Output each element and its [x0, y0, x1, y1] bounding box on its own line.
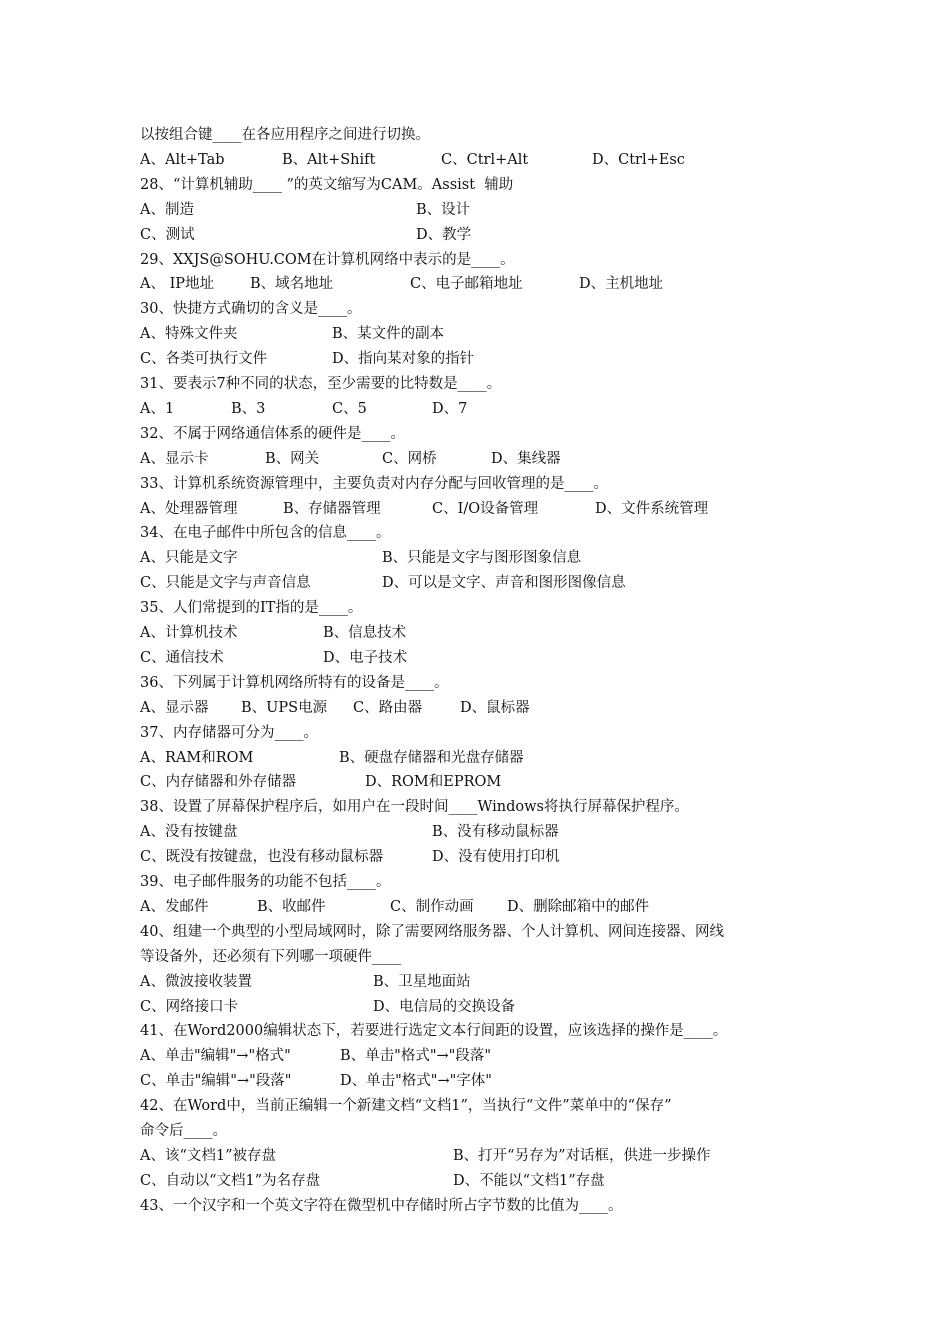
option-text: D、Ctrl+Esc [592, 151, 685, 168]
option-text: D、可以是文字、声音和图形图像信息 [382, 575, 626, 592]
option-text: B、卫星地面站 [373, 973, 471, 990]
option-text: B、单击"格式"→"段落" [340, 1048, 491, 1065]
question-text: 38、设置了屏幕保护程序后，如用户在一段时间____Windows将执行屏幕保护程序。 [140, 799, 689, 816]
option-text: C、通信技术 [140, 649, 224, 666]
question-text: 43、一个汉字和一个英文字符在微型机中存储时所占字节数的比值为____。 [140, 1197, 623, 1214]
question-text: 34、在电子邮件中所包含的信息____。 [140, 525, 391, 542]
option-text: B、存储器管理 [283, 500, 381, 517]
question-text: 28、“计算机辅助____ ”的英文缩写为CAM。Assist 辅助 [140, 176, 514, 193]
option-text: B、信息技术 [323, 625, 407, 641]
option-text: C、单击"编辑"→"段落" [140, 1073, 292, 1090]
option-text: D、7 [432, 400, 468, 417]
option-text: D、电子技术 [323, 649, 408, 666]
option-text: C、既没有按键盘，也没有移动鼠标器 [140, 849, 384, 866]
option-text: D、电信局的交换设备 [373, 998, 516, 1015]
option-text: D、指向某对象的指针 [332, 351, 475, 368]
question-text: 36、下列属于计算机网络所特有的设备是____。 [140, 674, 449, 691]
option-text: A、Alt+Tab [140, 151, 225, 168]
option-text: B、只能是文字与图形图象信息 [382, 550, 582, 567]
question-text: 31、要表示7种不同的状态，至少需要的比特数是____。 [140, 376, 502, 392]
option-text: C、Ctrl+Alt [441, 151, 529, 168]
option-text: C、自动以“文档1”为名存盘 [140, 1172, 321, 1189]
question-text: 29、XXJS@SOHU.COM在计算机网络中表示的是____。 [140, 251, 515, 268]
option-text: B、设计 [416, 201, 471, 218]
option-text: D、删除邮箱中的邮件 [507, 898, 650, 915]
question-text: 等设备外，还必须有下列哪一项硬件____ [140, 948, 401, 965]
option-text: D、主机地址 [579, 276, 664, 293]
question-text: 32、不属于网络通信体系的硬件是____。 [140, 425, 405, 442]
option-text: B、UPS电源 [241, 699, 328, 716]
option-text: D、集线器 [491, 450, 561, 467]
option-text: D、鼠标器 [460, 699, 530, 716]
option-text: B、硬盘存储器和光盘存储器 [339, 749, 524, 766]
option-text: B、某文件的副本 [332, 326, 445, 343]
option-text: A、1 [140, 400, 175, 417]
question-text: 30、快捷方式确切的含义是____。 [140, 301, 362, 318]
option-text: C、制作动画 [390, 898, 474, 915]
question-text: 42、在Word中，当前正编辑一个新建文档“文档1”，当执行“文件”菜单中的“保存” [140, 1098, 672, 1115]
option-text: B、没有移动鼠标器 [432, 824, 559, 841]
option-text: C、路由器 [353, 699, 423, 716]
option-text: B、网关 [265, 450, 320, 467]
question-text: 37、内存储器可分为____。 [140, 724, 318, 741]
option-text: A、微波接收装置 [140, 973, 252, 990]
option-text: C、测试 [140, 226, 195, 243]
option-text: A、 IP地址 [140, 276, 215, 293]
option-text: C、网桥 [382, 450, 437, 467]
option-text: A、该“文档1”被存盘 [140, 1147, 277, 1164]
question-text: 41、在Word2000编辑状态下，若要进行选定文本行间距的设置，应该选择的操作是____。 [140, 1023, 728, 1040]
option-text: D、教学 [416, 226, 472, 243]
option-text: A、显示卡 [140, 450, 209, 467]
question-text: 33、计算机系统资源管理中，主要负责对内存分配与回收管理的是____。 [140, 475, 608, 492]
option-text: A、只能是文字 [140, 550, 238, 567]
question-text: 以按组合键____在各应用程序之间进行切换。 [140, 127, 430, 143]
option-text: C、I/O设备管理 [432, 500, 539, 517]
question-text: 40、组建一个典型的小型局域网时，除了需要网络服务器、个人计算机、网间连接器、网线 [140, 923, 724, 940]
option-text: A、显示器 [140, 699, 209, 716]
option-text: A、没有按键盘 [140, 824, 238, 841]
option-text: A、处理器管理 [140, 500, 238, 517]
option-text: A、RAM和ROM [140, 749, 254, 766]
option-text: D、没有使用打印机 [432, 849, 560, 866]
option-text: A、计算机技术 [140, 625, 238, 641]
option-text: B、收邮件 [257, 898, 326, 915]
option-text: D、文件系统管理 [595, 500, 709, 517]
option-text: B、域名地址 [250, 276, 334, 293]
option-text: C、各类可执行文件 [140, 351, 268, 368]
question-text: 39、电子邮件服务的功能不包括____。 [140, 874, 391, 890]
question-text: 命令后____。 [140, 1123, 227, 1139]
option-text: B、Alt+Shift [282, 151, 376, 168]
question-text: 35、人们常提到的IT指的是____。 [140, 600, 363, 617]
option-text: A、单击"编辑"→"格式" [140, 1048, 291, 1065]
option-text: C、内存储器和外存储器 [140, 774, 297, 791]
option-text: D、不能以“文档1”存盘 [453, 1172, 605, 1189]
option-text: C、电子邮箱地址 [410, 276, 523, 293]
option-text: C、网络接口卡 [140, 998, 239, 1015]
option-text: A、制造 [140, 201, 194, 218]
option-text: D、单击"格式"→"字体" [340, 1073, 492, 1090]
option-text: B、打开“另存为”对话框，供进一步操作 [453, 1147, 711, 1164]
option-text: C、只能是文字与声音信息 [140, 575, 311, 592]
option-text: C、5 [332, 400, 367, 417]
option-text: B、3 [231, 400, 266, 417]
option-text: A、发邮件 [140, 898, 209, 915]
option-text: D、ROM和EPROM [365, 774, 502, 791]
option-text: A、特殊文件夹 [140, 326, 238, 343]
